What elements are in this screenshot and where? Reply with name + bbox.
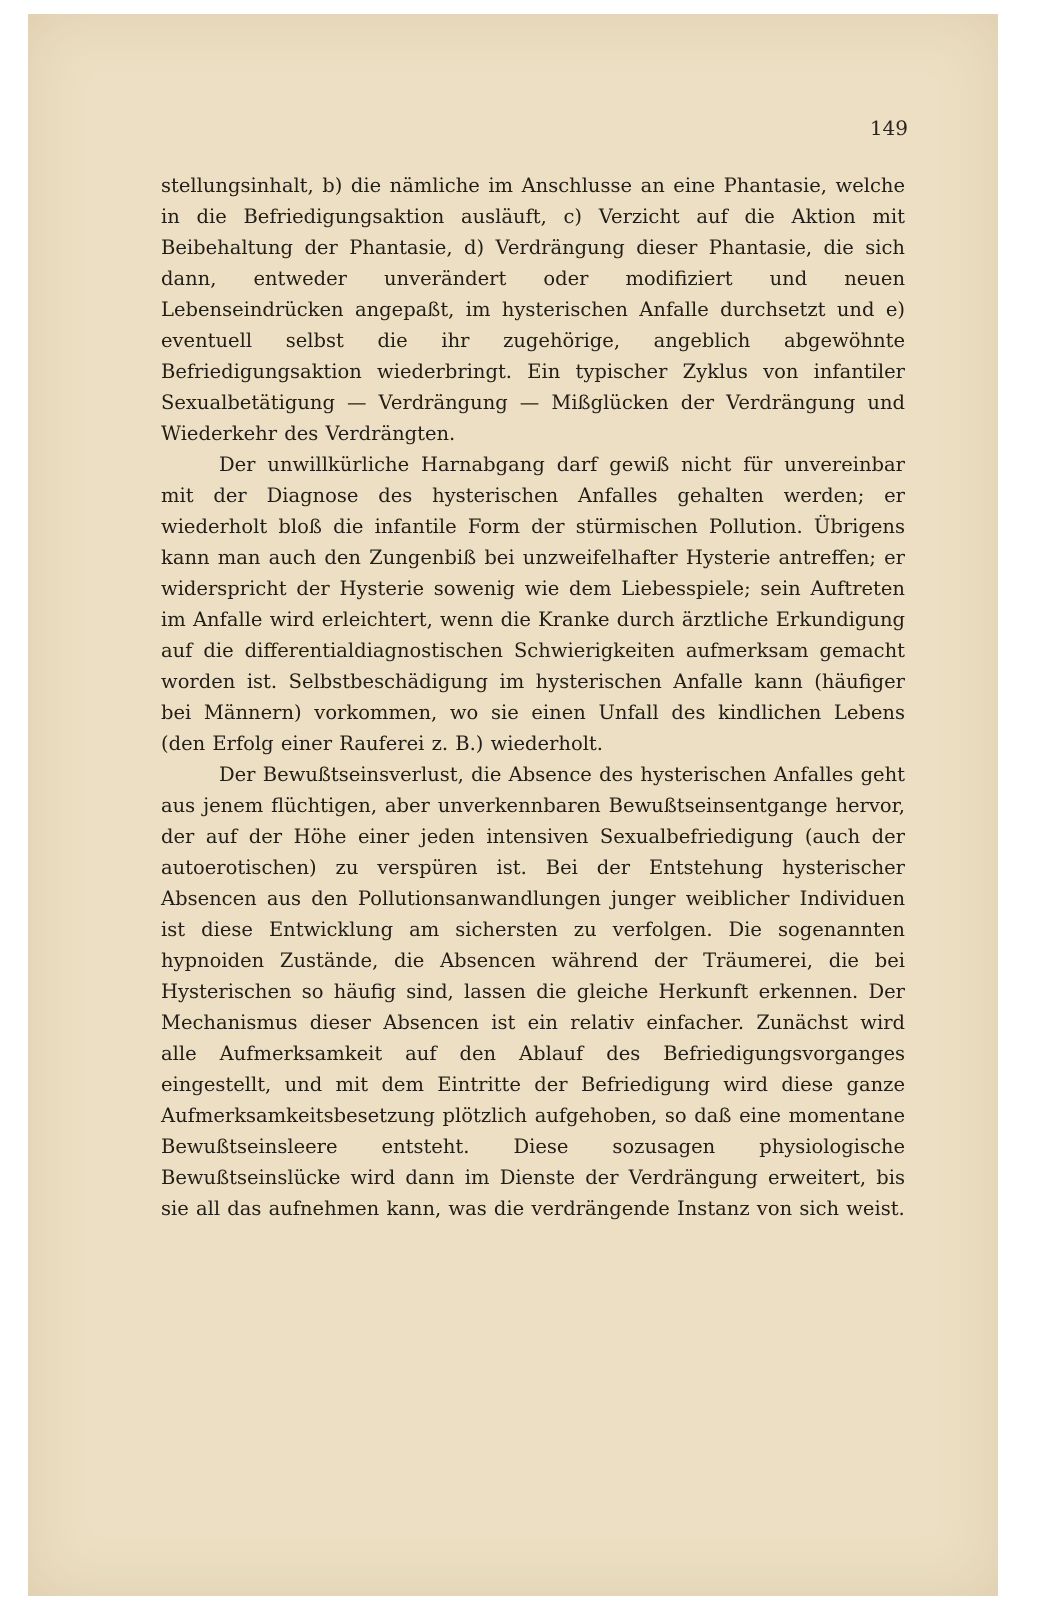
paragraph-continued: stellungsinhalt, b) die nämliche im Anschlusse an eine Phantasie, welche in die Befriedigungsaktion ausläuft, c) Verzicht auf die Aktion mit Beibehaltung der Phantasie, d) Verdrängung dieser Phantasie, die sich dann, entweder unverändert oder modifiziert und neuen Lebenseindrücken angepaßt, im hysterischen Anfalle durchsetzt und e) eventuell selbst die ihr zugehörige, angeblich abgewöhnte Befriedigungsaktion wiederbringt. Ein typischer Zyklus von infantiler Sexualbetätigung — Verdrängung — Mißglücken der Verdrängung und Wiederkehr des Verdrängten. <box>161 174 905 445</box>
page-number: 149 <box>869 116 908 140</box>
paragraph-harnabgang: Der unwillkürliche Harnabgang darf gewiß nicht für unvereinbar mit der Diagnose des hysterischen Anfalles gehalten werden; er wiederholt bloß die infantile Form der stürmischen Pollution. Übrigens kann man auch den Zungenbiß bei unzweifelhafter Hysterie antreffen; er widerspricht der Hysterie sowenig wie dem Liebesspiele; sein Auftreten im Anfalle wird erleichtert, wenn die Kranke durch ärztliche Erkundigung auf die differentialdiagnostischen Schwierigkeiten aufmerksam gemacht worden ist. Selbstbeschädigung im hysterischen Anfalle kann (häufiger bei Männern) vorkommen, wo sie einen Unfall des kindlichen Lebens (den Erfolg einer Rauferei z. B.) wiederholt. <box>161 453 905 755</box>
body-text <box>161 170 905 1224</box>
paragraph-bewusstseinsverlust: Der Bewußtseinsverlust, die Absence des hysterischen Anfalles geht aus jenem flüchtigen, aber unverkennbaren Bewußtseinsentgange hervor, der auf der Höhe einer jeden intensiven Sexualbefriedigung (auch der autoerotischen) zu verspüren ist. Bei der Entstehung hysterischer Absencen aus den Pollutionsanwandlungen junger weiblicher Individuen ist diese Entwicklung am sichersten zu verfolgen. Die sogenannten hypnoiden Zustände, die Absencen während der Träumerei, die bei Hysterischen so häufig sind, lassen die gleiche Herkunft erkennen. Der Mechanismus dieser Absencen ist ein relativ einfacher. Zunächst wird alle Aufmerksamkeit auf den Ablauf des Befriedigungsvorganges eingestellt, und mit dem Eintritte der Befriedigung wird diese ganze Aufmerksamkeitsbesetzung plötzlich aufgehoben, so daß eine momentane Bewußtseinsleere entsteht. Diese sozusagen physiologische Bewußtseinslücke wird dann im Dienste der Verdrängung erweitert, bis sie all das aufnehmen kann, was die verdrängende Instanz von sich weist. <box>161 763 905 1220</box>
book-page <box>28 14 998 1596</box>
